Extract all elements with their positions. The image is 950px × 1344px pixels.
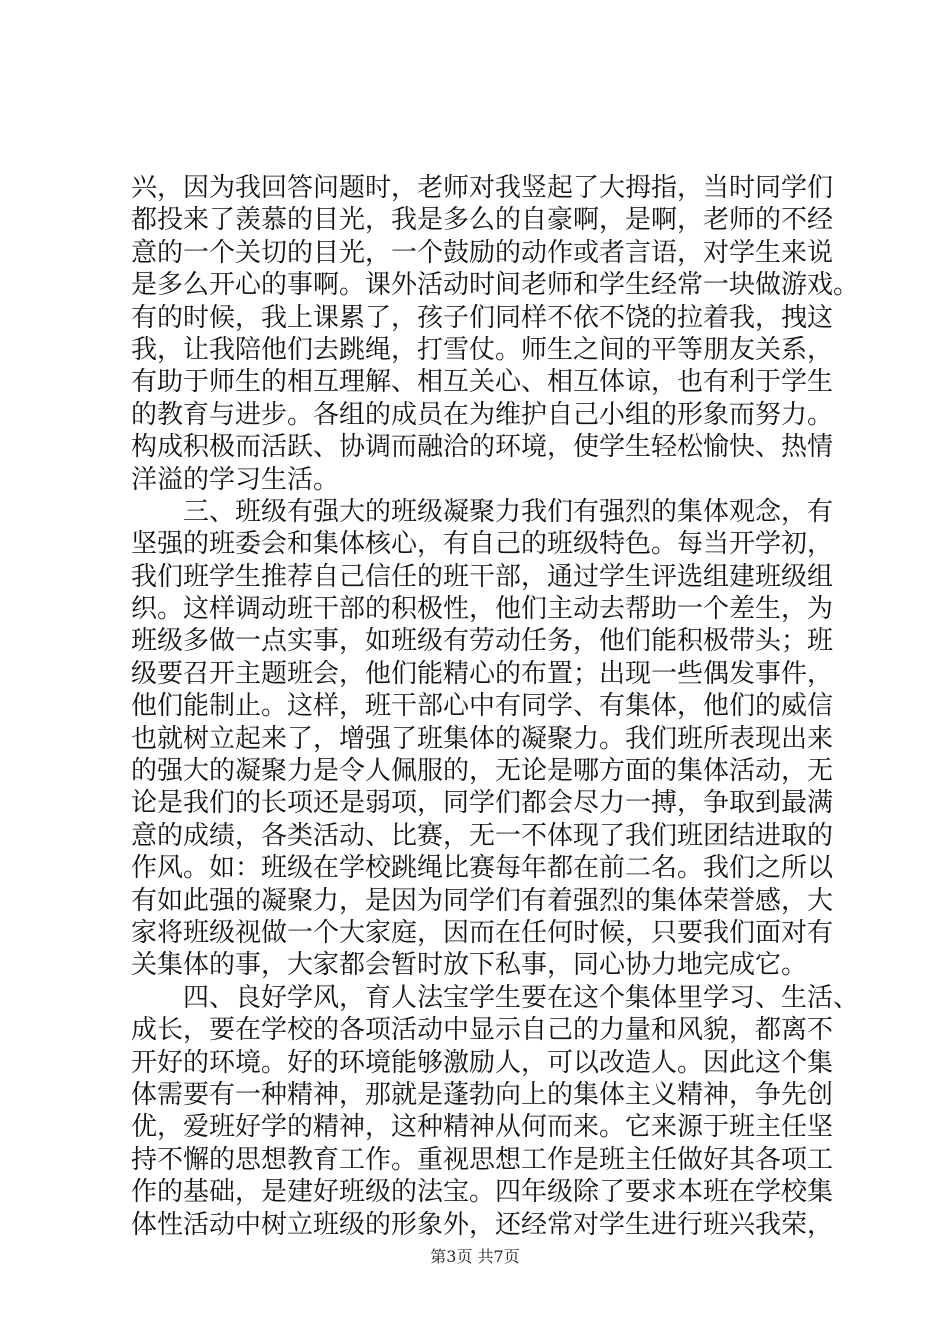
text-line: 他们能制止。这样，班干部心中有同学、有集体，他们的威信 xyxy=(131,691,834,722)
section-three-first-line: 三、班级有强大的班级凝聚力我们有强烈的集体观念，有 xyxy=(183,496,834,527)
text-line: 家将班级视做一个大家庭，因而在任何时候，只要我们面对有 xyxy=(131,917,834,948)
text-line: 有如此强的凝聚力，是因为同学们有着强烈的集体荣誉感，大 xyxy=(131,885,834,916)
page-number-footer: 第3页 共7页 xyxy=(430,1247,520,1266)
text-line: 作的基础，是建好班级的法宝。四年级除了要求本班在学校集 xyxy=(131,1177,834,1208)
text-line: 作风。如：班级在学校跳绳比赛每年都在前二名。我们之所以 xyxy=(131,853,834,884)
text-line: 是多么开心的事啊。课外活动时间老师和学生经常一块做游戏。 xyxy=(131,270,860,301)
text-line: 成长，要在学校的各项活动中显示自己的力量和风貌，都离不 xyxy=(131,1015,834,1046)
text-line: 意的成绩，各类活动、比赛，无一不体现了我们班团结进取的 xyxy=(131,820,834,851)
text-line: 有的时候，我上课累了，孩子们同样不依不饶的拉着我，拽这 xyxy=(131,302,834,333)
text-line: 体性活动中树立班级的形象外，还经常对学生进行班兴我荣， xyxy=(131,1209,834,1240)
text-line: 班级多做一点实事，如班级有劳动任务，他们能积极带头；班 xyxy=(131,626,834,657)
text-line: 级要召开主题班会，他们能精心的布置；出现一些偶发事件， xyxy=(131,658,834,689)
text-line: 有助于师生的相互理解、相互关心、相互体谅，也有利于学生 xyxy=(131,367,834,398)
text-line: 我，让我陪他们去跳绳，打雪仗。师生之间的平等朋友关系， xyxy=(131,334,834,365)
body-text xyxy=(131,172,860,1241)
text-line: 坚强的班委会和集体核心，有自己的班级特色。每当开学初， xyxy=(131,529,834,560)
text-line: 我们班学生推荐自己信任的班干部，通过学生评选组建班级组 xyxy=(131,561,834,592)
text-line: 开好的环境。好的环境能够激励人，可以改造人。因此这个集 xyxy=(131,1047,834,1078)
text-line: 都投来了羡慕的目光，我是多么的自豪啊，是啊，老师的不经 xyxy=(131,205,834,236)
text-line: 持不懈的思想教育工作。重视思想工作是班主任做好其各项工 xyxy=(131,1144,834,1175)
text-line: 论是我们的长项还是弱项，同学们都会尽力一搏，争取到最满 xyxy=(131,788,834,819)
text-line: 兴，因为我回答问题时，老师对我竖起了大拇指，当时同学们 xyxy=(131,173,834,203)
text-line: 洋溢的学习生活。 xyxy=(131,464,340,495)
section-four-first-line: 四、良好学风，育人法宝学生要在这个集体里学习、生活、 xyxy=(183,982,860,1013)
text-line: 意的一个关切的目光，一个鼓励的动作或者言语，对学生来说 xyxy=(131,237,834,268)
text-line: 体需要有一种精神，那就是蓬勃向上的集体主义精神，争先创 xyxy=(131,1079,834,1110)
text-line: 的教育与进步。各组的成员在为维护自己小组的形象而努力。 xyxy=(131,399,834,430)
text-line: 优，爱班好学的精神，这种精神从何而来。它来源于班主任坚 xyxy=(131,1112,834,1143)
text-line: 织。这样调动班干部的积极性，他们主动去帮助一个差生，为 xyxy=(131,594,834,625)
text-line: 关集体的事，大家都会暂时放下私事，同心协力地完成它。 xyxy=(131,950,808,981)
text-line: 构成积极而活跃、协调而融洽的环境，使学生轻松愉快、热情 xyxy=(131,432,834,463)
text-line: 的强大的凝聚力是令人佩服的，无论是哪方面的集体活动，无 xyxy=(131,756,834,787)
text-line: 也就树立起来了，增强了班集体的凝聚力。我们班所表现出来 xyxy=(131,723,834,754)
